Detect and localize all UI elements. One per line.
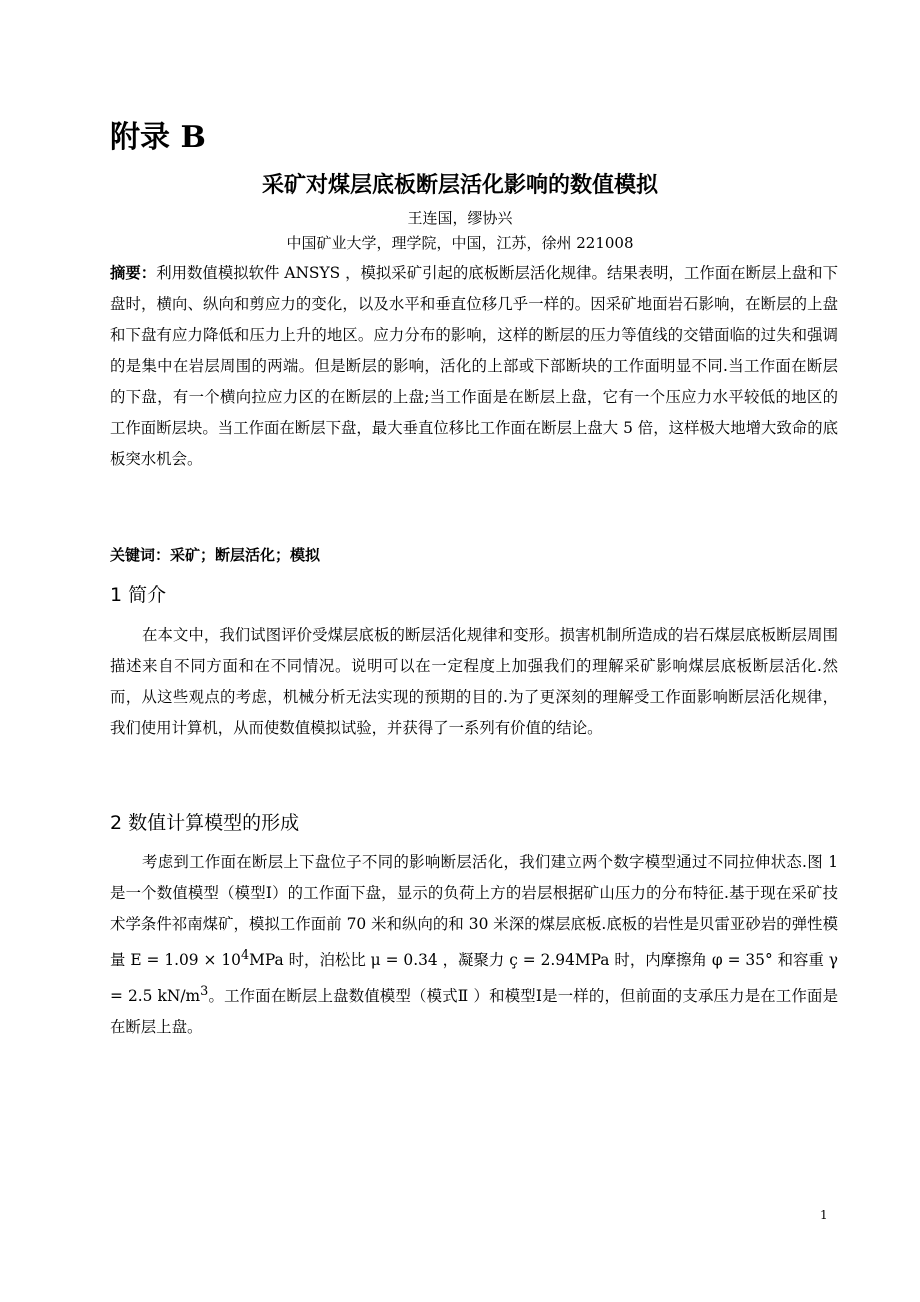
keywords: 关键词：采矿；断层活化；模拟 bbox=[110, 546, 321, 564]
superscript-4: 4 bbox=[240, 948, 250, 963]
section-1-paragraph: 在本文中，我们试图评价受煤层底板的断层活化规律和变形。损害机制所造成的岩石煤层底板断层周围描述来自不同方面和在不同情况。说明可以在一定程度上加强我们的理解采矿影响煤层底板断层活化.然而，从这些观点的考虑，机械分析无法实现的预期的目的.为了更深刻的理解受工作面影响断层活化规律，我们使用计算机，从而使数值模拟试验，并获得了一系列有价值的结论。 bbox=[110, 626, 838, 737]
affiliation: 中国矿业大学，理学院，中国，江苏，徐州 221008 bbox=[286, 234, 634, 252]
abstract-text: 利用数值模拟软件 ANSYS ，模拟采矿引起的底板断层活化规律。结果表明，工作面在断层上盘和下盘时，横向、纵向和剪应力的变化，以及水平和垂直位移几乎一样的。因采矿地面岩石影响，在断层的上盘和下盘有应力降低和压力上升的地区。应力分布的影响，这样的断层的压力等值线的交错面临的过失和强调的是集中在岩层周围的两端。但是断层的影响，活化的上部或下部断块的工作面明显不同.当工作面在断层的下盘，有一个横向拉应力区的在断层的上盘;当工作面是在断层上盘，它有一个压应力水平较低的地区的工作面断层块。当工作面在断层下盘，最大垂直位移比工作面在断层上盘大 5 倍，这样极大地增大致命的底板突水机会。 bbox=[110, 264, 838, 468]
section-2-paragraph bbox=[110, 847, 838, 1043]
section-1-heading: 1 简介 bbox=[110, 584, 167, 606]
abstract bbox=[110, 258, 838, 475]
page-number: 1 bbox=[820, 1208, 828, 1222]
paper-title: 采矿对煤层底板断层活化影响的数值模拟 bbox=[261, 173, 658, 198]
superscript-3: 3 bbox=[200, 984, 209, 1000]
authors: 王连国，缪协兴 bbox=[407, 209, 513, 227]
appendix-title: 附录 B bbox=[110, 120, 206, 155]
section-2-heading: 2 数值计算模型的形成 bbox=[110, 812, 300, 834]
section-2-text-b: MPa 时，泊松比 μ = 0.34 ，凝聚力 ç = 2.94MPa 时，内摩擦角 φ = 35° 和容重 γ = 2.5 kN/m bbox=[110, 951, 838, 1006]
section-2-text-a: 考虑到工作面在断层上下盘位子不同的影响断层活化，我们建立两个数字模型通过不同拉伸状态.图 1 是一个数值模型（模型Ⅰ）的工作面下盘，显示的负荷上方的岩层根据矿山压力的分布特征.基于现在采矿技术学条件祁南煤矿，模拟工作面前 70 米和纵向的和 30 米深的煤层底板.底板的岩性是贝雷亚砂岩的弹性模量 E = 1.09 × 10 bbox=[110, 853, 838, 970]
abstract-label: 摘要： bbox=[110, 264, 157, 282]
section-2-text-c: 。工作面在断层上盘数值模型（模式Ⅱ ）和模型Ⅰ是一样的，但前面的支承压力是在工作面是在断层上盘。 bbox=[110, 987, 839, 1037]
